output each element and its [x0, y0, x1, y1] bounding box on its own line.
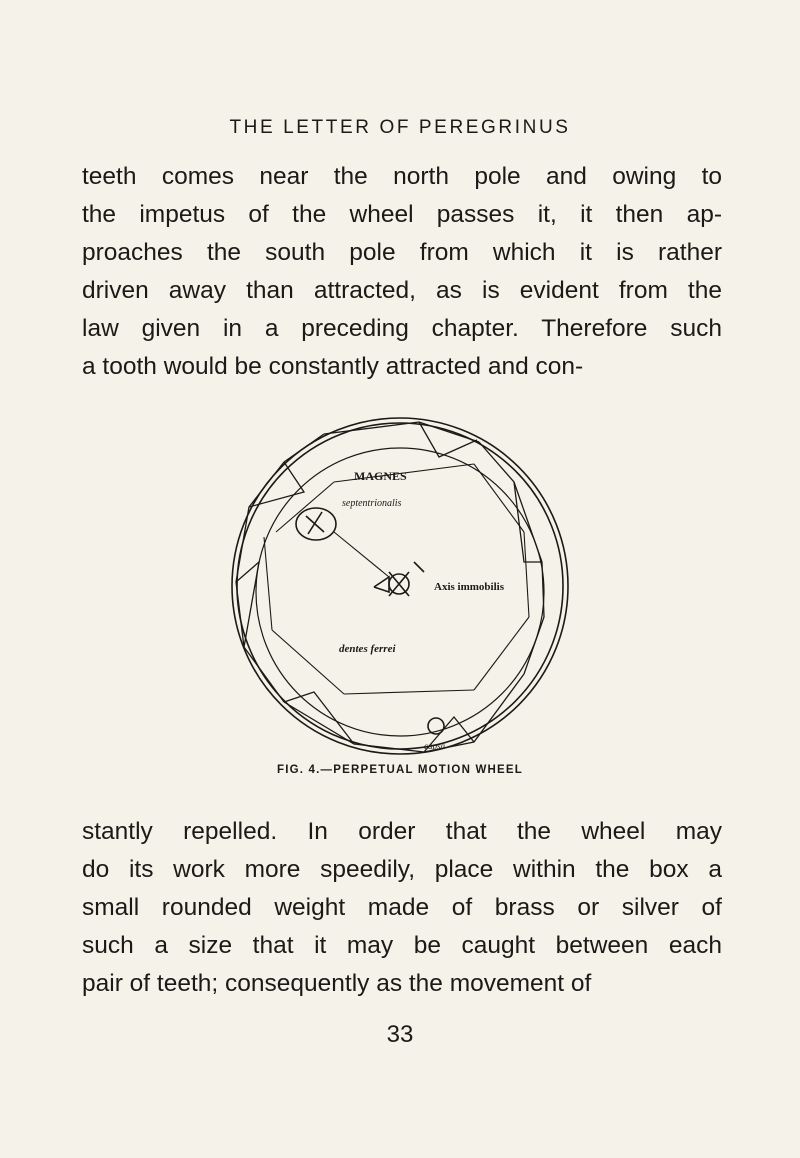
paragraph-top	[82, 158, 722, 386]
text-line: do its work more speedily, place within the box a	[82, 856, 722, 883]
wheel-drawing	[224, 412, 576, 764]
text-line: a tooth would be constantly attracted and con-	[82, 353, 584, 380]
pointer-up	[414, 562, 424, 572]
text-line: small rounded weight made of brass or silver of	[82, 894, 722, 921]
running-head: THE LETTER OF PEREGRINUS	[229, 117, 571, 138]
label-capsa: capsa	[424, 741, 445, 751]
page-number: 33	[386, 1021, 414, 1048]
label-dentes: dentes ferrei	[339, 643, 396, 655]
label-magnes: MAGNES	[354, 469, 407, 483]
label-septentrionalis: septentrionalis	[342, 498, 402, 509]
paragraph-bottom	[82, 813, 722, 1003]
figure-caption: FIG. 4.—PERPETUAL MOTION WHEEL	[277, 764, 523, 776]
magnet-mark	[306, 512, 324, 534]
text-line: such a size that it may be caught between each	[82, 932, 722, 959]
text-line: stantly repelled. In order that the wheel may	[82, 818, 722, 845]
pointer-left	[374, 577, 389, 592]
text-line: the impetus of the wheel passes it, it then ap-	[82, 201, 722, 228]
text-line: teeth comes near the north pole and owing to	[82, 163, 722, 190]
perpetual-motion-wheel-figure	[224, 412, 576, 764]
text-line: law given in a preceding chapter. Therefore such	[82, 315, 722, 342]
label-axis: Axis immobilis	[434, 581, 504, 593]
text-line: pair of teeth; consequently as the movement of	[82, 970, 592, 997]
axle-cross	[389, 572, 409, 596]
text-line: driven away than attracted, as is evident from the	[82, 277, 722, 304]
text-line: proaches the south pole from which it is rather	[82, 239, 722, 266]
